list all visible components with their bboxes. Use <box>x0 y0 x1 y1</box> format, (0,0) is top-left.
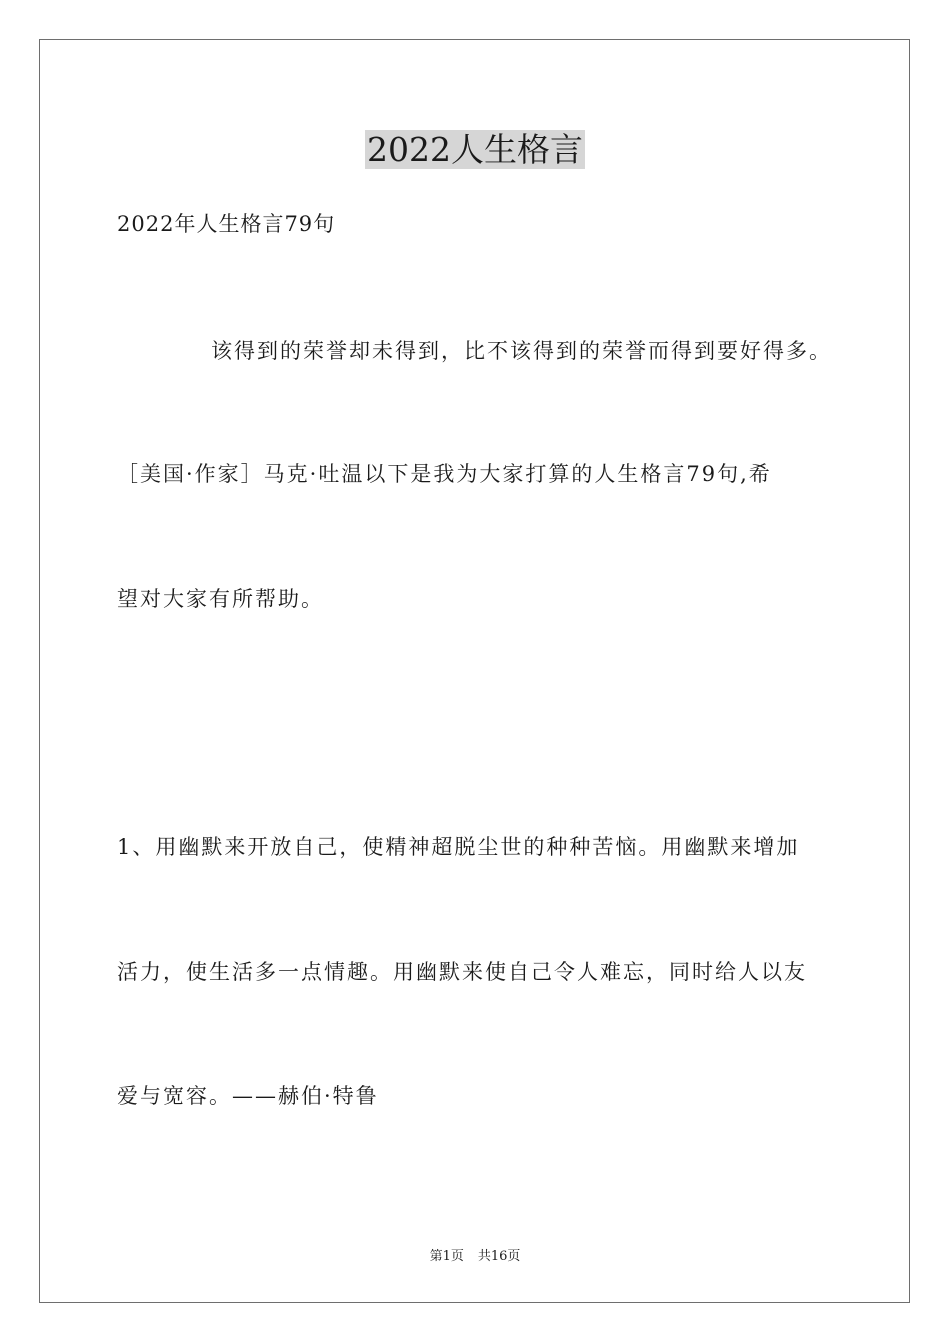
page-number: 第1页 <box>429 1249 464 1264</box>
document-title <box>0 128 950 172</box>
quote-line-1: 该得到的荣誉却未得到，比不该得到的荣誉而得到要好得多。 <box>211 339 832 363</box>
page-footer <box>0 1248 950 1266</box>
document-subtitle: 2022年人生格言79句 <box>117 212 336 236</box>
maxim-1-line-2: 活力，使生活多一点情趣。用幽默来使自己令人难忘，同时给人以友 <box>117 960 807 984</box>
page-total: 共16页 <box>477 1249 521 1264</box>
intro-line-end: 望对大家有所帮助。 <box>117 587 324 611</box>
document-title-text: 2022人生格言 <box>367 130 583 169</box>
maxim-1-line-3: 爱与宽容。——赫伯·特鲁 <box>117 1084 379 1108</box>
maxim-1-line-1: 1、用幽默来开放自己，使精神超脱尘世的种种苦恼。用幽默来增加 <box>117 835 800 859</box>
quote-attribution-line: ［美国·作家］马克·吐温以下是我为大家打算的人生格言79句,希 <box>117 462 772 486</box>
